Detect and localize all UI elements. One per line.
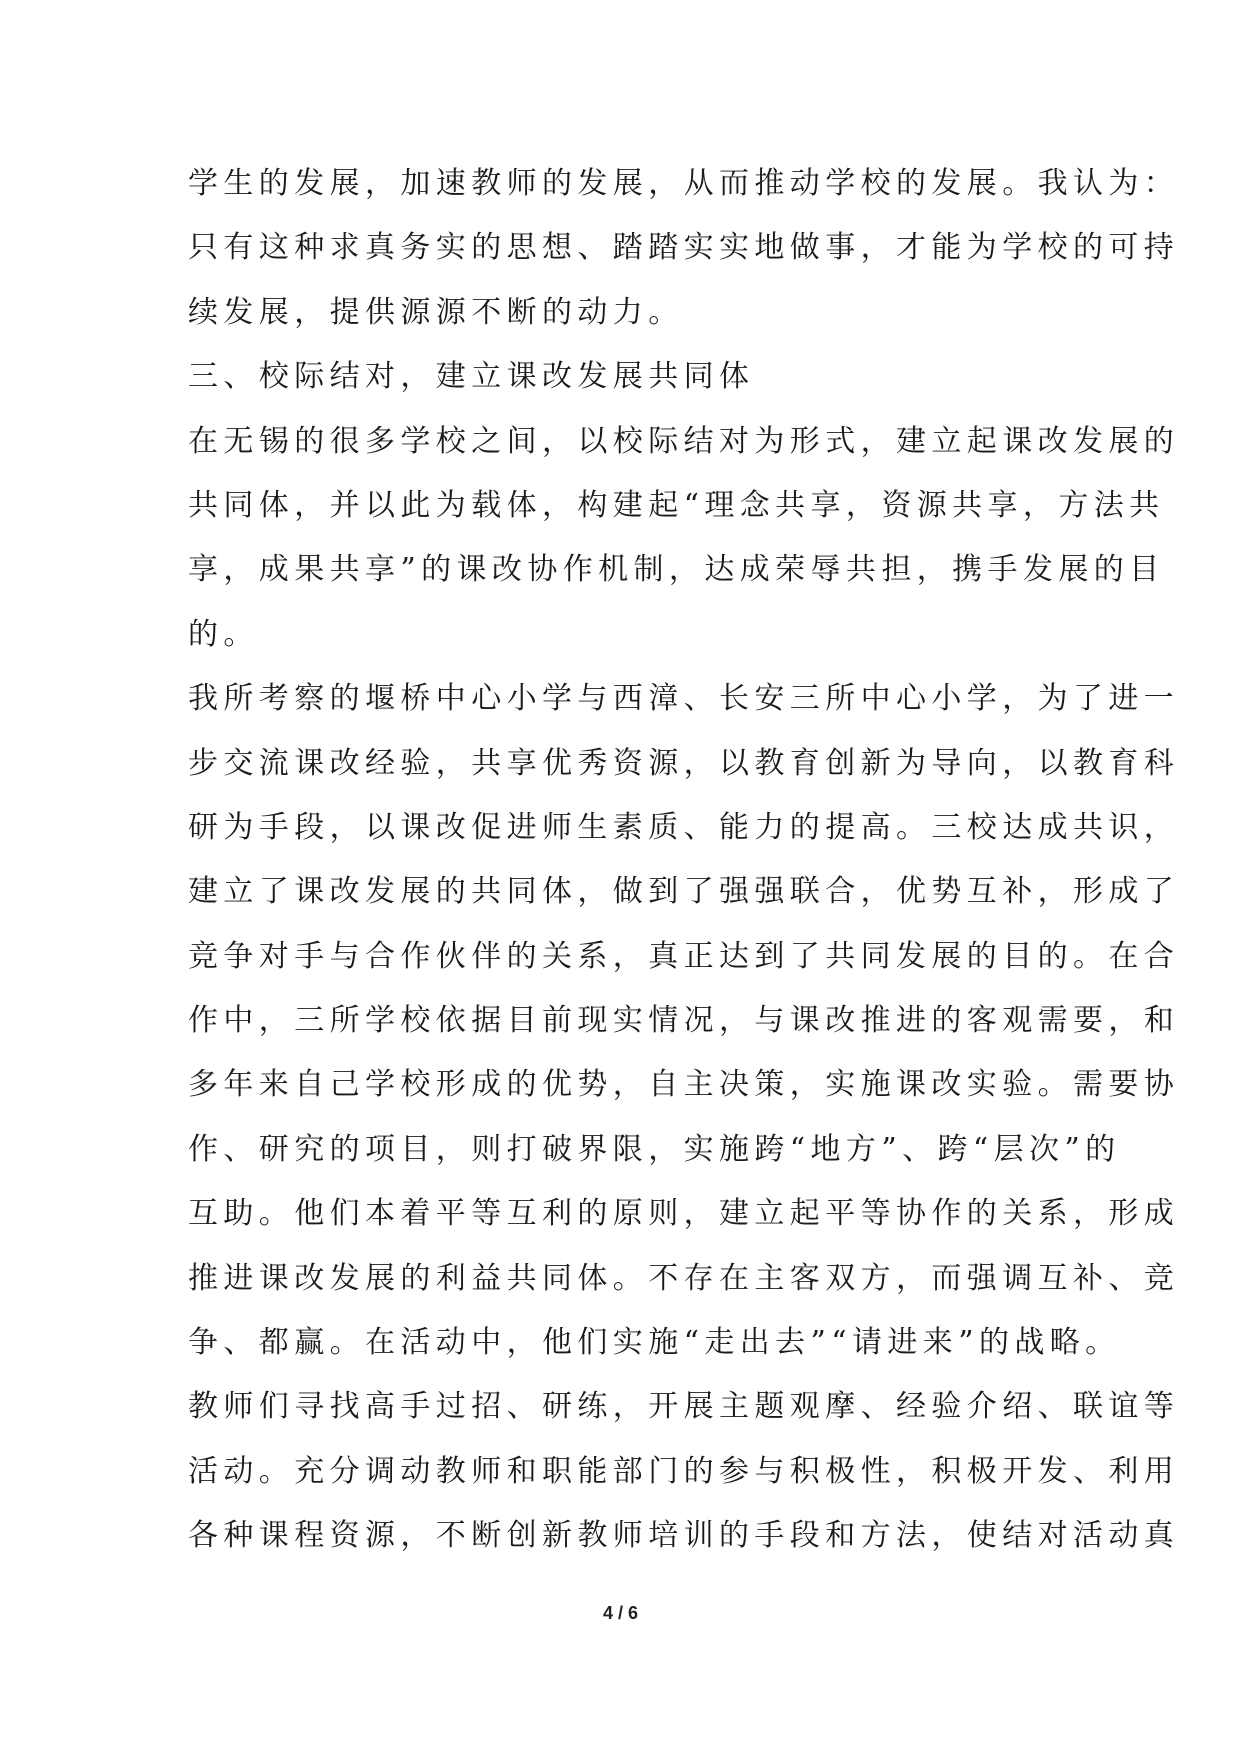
section-heading: 三、校际结对，建立课改发展共同体 (188, 359, 755, 395)
text-line: 只有这种求真务实的思想、踏踏实实地做事，才能为学校的可持 (188, 230, 1180, 266)
text-line: 竞争对手与合作伙伴的关系，真正达到了共同发展的目的。在合 (188, 938, 1180, 974)
text-line: 教师们寻找高手过招、研练，开展主题观摩、经验介绍、联谊等 (188, 1389, 1180, 1425)
text-line: 各种课程资源，不断创新教师培训的手段和方法，使结对活动真 (188, 1518, 1180, 1554)
page-number: 4 / 6 (602, 1603, 639, 1623)
text-line: 步交流课改经验，共享优秀资源，以教育创新为导向，以教育科 (188, 745, 1180, 781)
text-line: 建立了课改发展的共同体，做到了强强联合，优势互补，形成了 (188, 874, 1180, 910)
text-line: 多年来自己学校形成的优势，自主决策，实施课改实验。需要协 (188, 1067, 1180, 1103)
document-body (188, 152, 1180, 1569)
text-line: 争、都赢。在活动中，他们实施“走出去”“请进来”的战略。 (188, 1325, 1121, 1361)
text-line: 互助。他们本着平等互利的原则，建立起平等协作的关系，形成 (188, 1196, 1180, 1232)
text-line: 学生的发展，加速教师的发展，从而推动学校的发展。我认为： (188, 166, 1180, 201)
text-line: 活动。充分调动教师和职能部门的参与积极性，积极开发、利用 (188, 1453, 1180, 1489)
text-line: 享，成果共享”的课改协作机制，达成荣辱共担，携手发展的目 (188, 552, 1165, 588)
text-line: 在无锡的很多学校之间，以校际结对为形式，建立起课改发展的 (188, 423, 1180, 459)
text-line: 共同体，并以此为载体，构建起“理念共享，资源共享，方法共 (188, 487, 1165, 523)
text-line: 作中，三所学校依据目前现实情况，与课改推进的客观需要，和 (188, 1003, 1180, 1039)
text-line: 的。 (188, 616, 259, 652)
text-line: 研为手段，以课改促进师生素质、能力的提高。三校达成共识， (188, 809, 1180, 845)
text-line: 推进课改发展的利益共同体。不存在主客双方，而强调互补、竞 (188, 1260, 1180, 1296)
text-line: 我所考察的堰桥中心小学与西漳、长安三所中心小学，为了进一 (188, 681, 1180, 717)
text-line: 作、研究的项目，则打破界限，实施跨“地方”、跨“层次”的 (188, 1131, 1121, 1167)
text-line: 续发展，提供源源不断的动力。 (188, 294, 684, 330)
